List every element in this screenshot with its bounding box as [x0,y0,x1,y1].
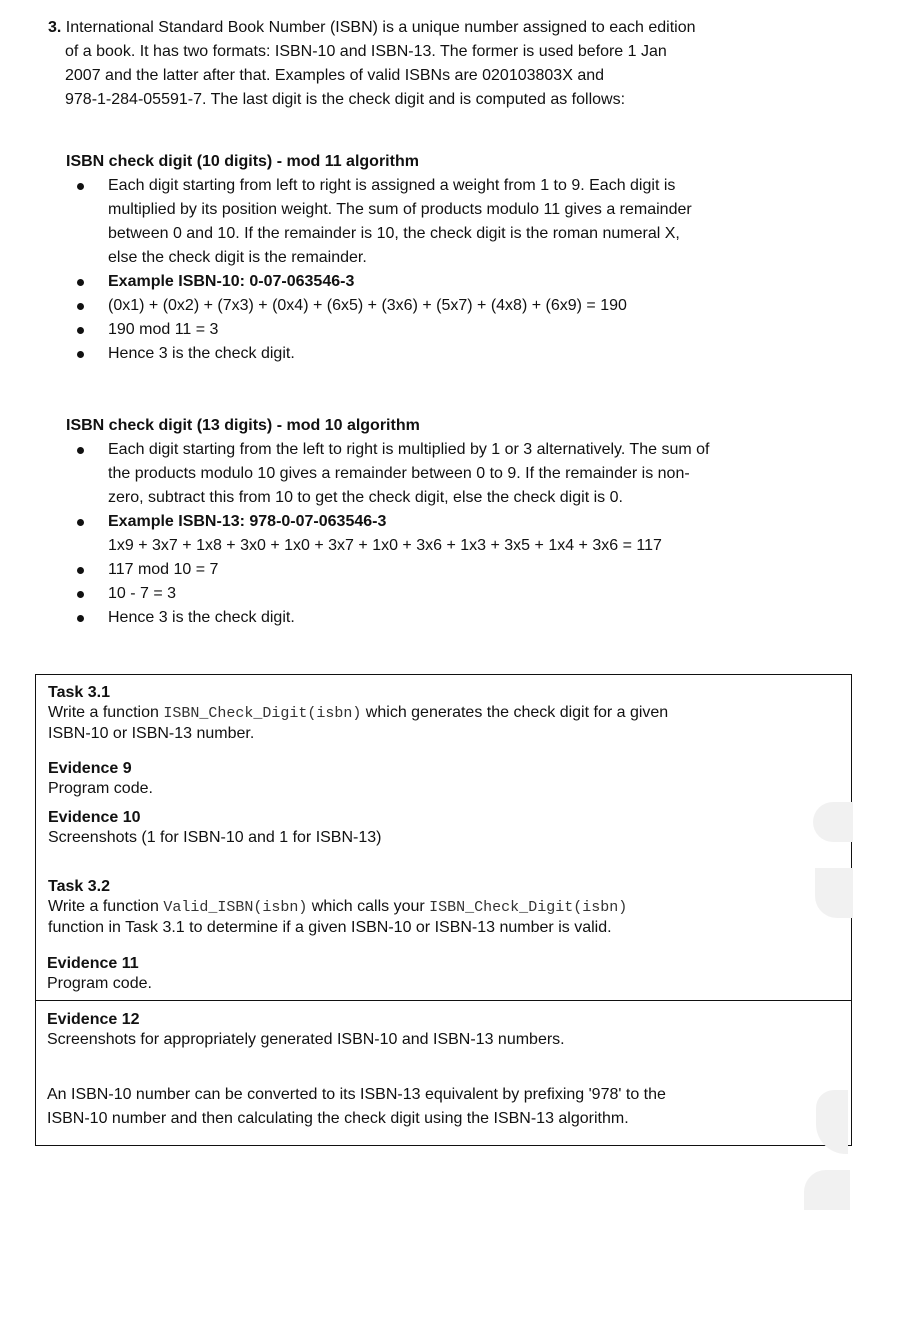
conversion-note-line-1: An ISBN-10 number can be converted to its ISBN-13 equivalent by prefixing '978' to the [47,1086,666,1103]
list-item: Each digit starting from left to right is assigned a weight from 1 to 9. Each digit is multiplied by its position weight. The sum of products modulo 11 gives a remainder between 0 and 10. If the remainder is 10, the check digit is the roman numeral X, else the check digit is the remainder. [66,174,866,270]
list-item: Each digit starting from the left to right is multiplied by 1 or 3 alternatively. The sum of the products modulo 10 gives a remainder between 0 to 9. If the remainder is non- zero, subtract this from 10 to get the check digit, else the check digit is 0. [66,438,866,510]
evidence-12-text: Screenshots for appropriately generated ISBN-10 and ISBN-13 numbers. [47,1031,565,1048]
isbn13-sub: 10 - 7 = 3 [66,582,866,606]
intro-line-4: 978-1-284-05591-7. The last digit is the check digit and is computed as follows: [65,91,626,108]
task-3-1-title: Task 3.1 [48,684,110,701]
intro-line-1: 3. International Standard Book Number (ISBN) is a unique number assigned to each edition [48,19,696,36]
question-number: 3. [48,19,62,36]
scan-artifact [804,1170,850,1210]
isbn13-calculation: 1x9 + 3x7 + 1x8 + 3x0 + 1x0 + 3x7 + 1x0 + 3x6 + 1x3 + 3x5 + 1x4 + 3x6 = 117 [108,537,662,554]
isbn10-title: ISBN check digit (10 digits) - mod 11 algorithm [66,153,419,170]
isbn13-bullets [66,438,866,534]
isbn13-example: Example ISBN-13: 978-0-07-063546-3 [66,510,866,534]
task-3-2 [48,877,838,938]
isbn10-hence: Hence 3 is the check digit. [66,342,866,366]
task-3-1-line-2: ISBN-10 or ISBN-13 number. [48,725,255,742]
task-3-2-line-1: Write a function Valid_ISBN(isbn) which calls your ISBN_Check_Digit(isbn) [48,898,628,916]
evidence-10 [48,808,838,848]
isbn10-calculation: (0x1) + (0x2) + (7x3) + (0x4) + (6x5) + (3x6) + (5x7) + (4x8) + (6x9) = 190 [66,294,866,318]
task-3-2-line-2: function in Task 3.1 to determine if a given ISBN-10 or ISBN-13 number is valid. [48,919,612,936]
evidence-11-text: Program code. [47,975,152,992]
intro-line-2: of a book. It has two formats: ISBN-10 and ISBN-13. The former is used before 1 Jan [65,43,667,60]
isbn13-bullets-2 [66,558,866,630]
intro-line-3: 2007 and the latter after that. Examples of valid ISBNs are 020103803X and [65,67,605,84]
task-3-2-title: Task 3.2 [48,878,110,895]
evidence-12-title: Evidence 12 [47,1011,140,1028]
evidence-10-title: Evidence 10 [48,809,141,826]
task-3-1-line-1: Write a function ISBN_Check_Digit(isbn) which generates the check digit for a given [48,704,669,722]
question-intro [48,16,868,112]
function-name: Valid_ISBN(isbn) [163,899,308,916]
conversion-note-line-2: ISBN-10 number and then calculating the check digit using the ISBN-13 algorithm. [47,1110,629,1127]
isbn13-title: ISBN check digit (13 digits) - mod 10 algorithm [66,417,420,434]
evidence-9-title: Evidence 9 [48,760,132,777]
isbn13-hence: Hence 3 is the check digit. [66,606,866,630]
evidence-9-text: Program code. [48,780,153,797]
scan-artifact [815,868,853,918]
task-box-lower [35,1000,852,1146]
evidence-11-title: Evidence 11 [47,955,139,972]
isbn10-mod: 190 mod 11 = 3 [66,318,866,342]
task-box [35,674,852,1001]
isbn13-section [66,414,866,630]
isbn13-mod: 117 mod 10 = 7 [66,558,866,582]
isbn10-example: Example ISBN-10: 0-07-063546-3 [66,270,866,294]
scan-artifact [813,802,853,842]
evidence-10-text: Screenshots (1 for ISBN-10 and 1 for ISBN-13) [48,829,382,846]
evidence-11 [47,954,837,994]
isbn10-section [66,150,866,366]
function-name: ISBN_Check_Digit(isbn) [163,705,362,722]
evidence-9 [48,759,838,799]
isbn10-bullets [66,174,866,366]
function-name: ISBN_Check_Digit(isbn) [429,899,628,916]
task-3-1 [48,683,838,744]
